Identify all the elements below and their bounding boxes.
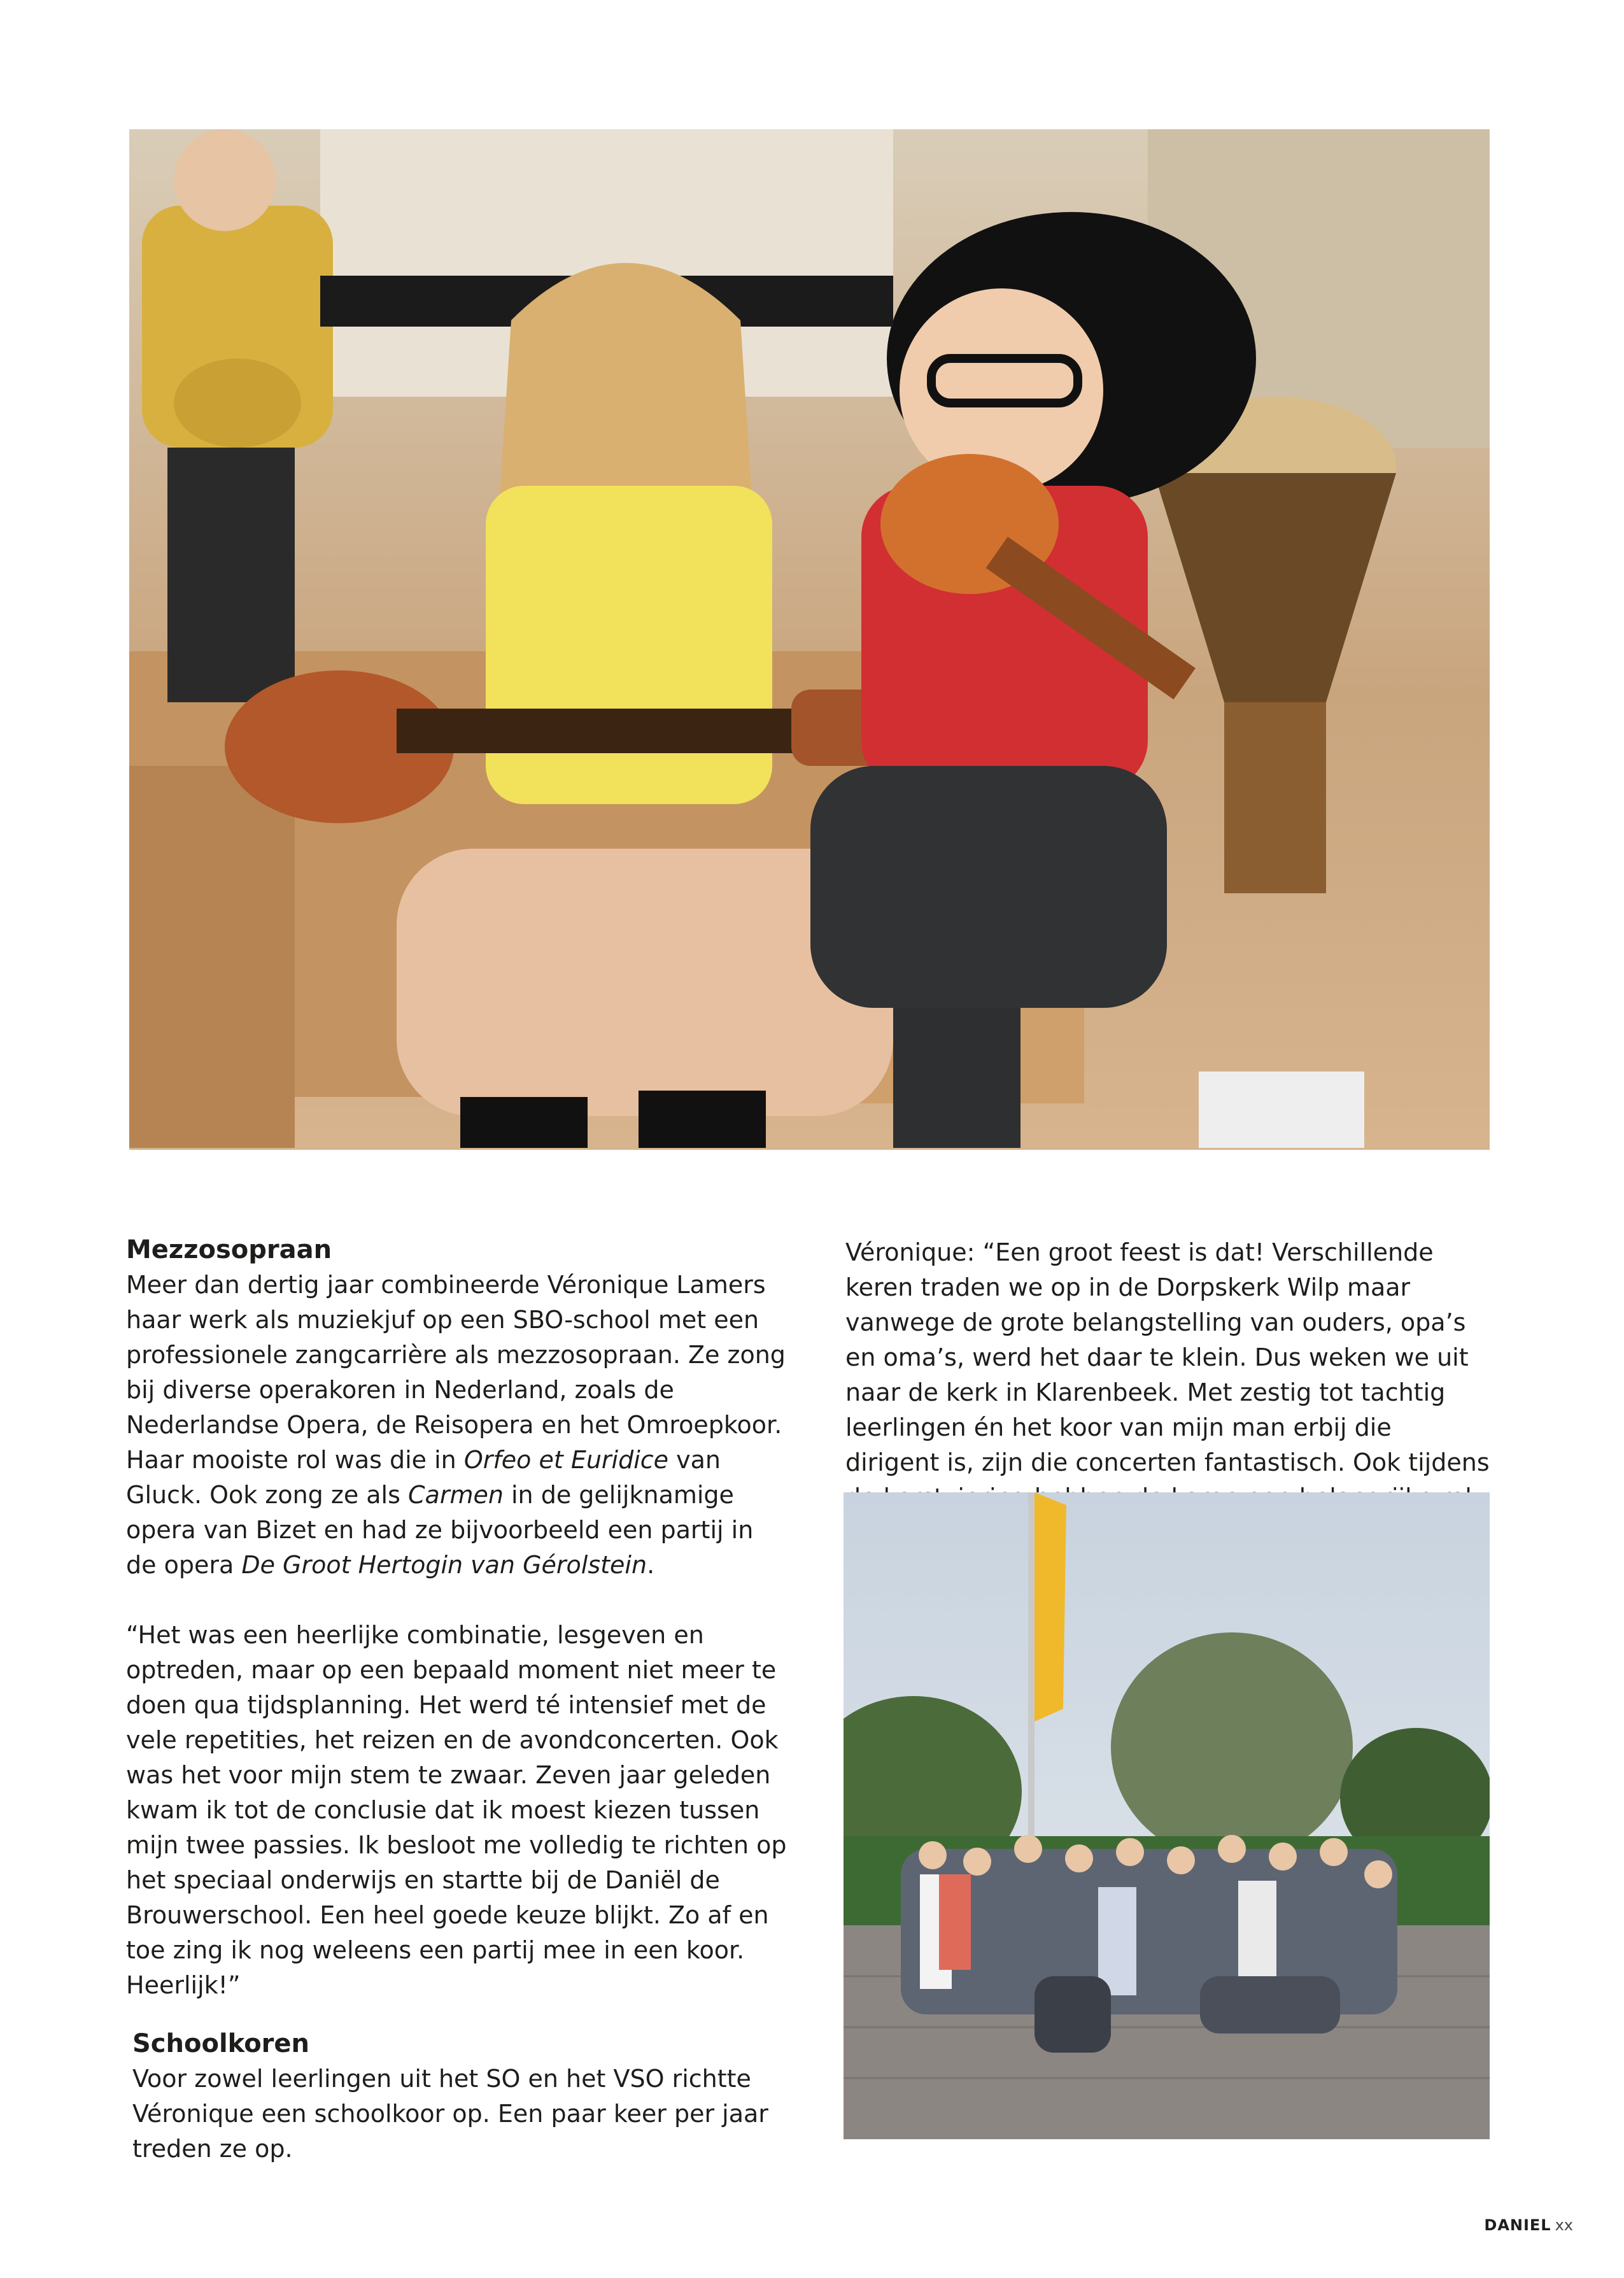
section-schoolkoren: [132, 2026, 788, 2167]
article-right-column: [845, 1235, 1492, 1515]
photo-choir-illustration: [844, 1492, 1490, 2139]
career-text-c: in de gelijknamige opera van Bizet en had ze bijvoorbeeld een partij in de opera: [126, 1481, 754, 1579]
heading-schoolkoren: Schoolkoren: [132, 2029, 310, 2058]
heading-mezzosopraan: Mezzosopraan: [126, 1235, 332, 1264]
opera-title-carmen: Carmen: [408, 1481, 504, 1509]
photo-children-with-ukuleles: [129, 129, 1490, 1150]
paragraph-career: [126, 1268, 788, 1583]
photo-school-choir-outdoors: [844, 1492, 1490, 2139]
career-text-d: .: [647, 1551, 655, 1579]
career-text-a: Meer dan dertig jaar combineerde Véronique Lamers haar werk als muziekjuf op een SBO-school met een professionele zangcarrière als mezzosopraan. Ze zong bij diverse operakoren in Nederland, zoals de Nederlandse Opera, de Reisopera en het Omroepkoor. Haar mooiste rol was die in: [126, 1271, 786, 1474]
opera-title-orfeo: Orfeo et Euridice: [463, 1446, 669, 1474]
magazine-brand: DANIEL: [1484, 2216, 1551, 2234]
paragraph-quote: “Het was een heerlijke combinatie, lesgeven en optreden, maar op een bepaald moment niet meer te doen qua tijdsplanning. Het werd té intensief met de vele repetities, het reizen en de avondconcerten. Ook was het voor mijn stem te zwaar. Zeven jaar geleden kwam ik tot de conclusie dat ik moest kiezen tussen mijn twee passies. Ik besloot me volledig te richten op het speciaal onderwijs en startte bij de Daniël de Brouwerschool. Een heel goede keuze blijkt. Zo af en toe zing ik nog weleens een partij mee in een koor. Heerlijk!”: [126, 1621, 787, 1999]
paragraph-schoolkoren: Voor zowel leerlingen uit het SO en het VSO richtte Véronique een schoolkoor op. Een paar keer per jaar treden ze op.: [132, 2065, 768, 2163]
page-footer: [1484, 2216, 1573, 2235]
opera-title-hertogin: De Groot Hertogin van Gérolstein: [241, 1551, 647, 1579]
career-text-b: van Gluck. Ook zong ze als: [126, 1446, 721, 1509]
article-left-column: [126, 1232, 788, 2167]
page-number: xx: [1555, 2216, 1573, 2234]
paragraph-concerts: Véronique: “Een groot feest is dat! Verschillende keren traden we op in de Dorpskerk Wilp maar vanwege de grote belangstelling van ouders, opa’s en oma’s, werd het daar te klein. Dus weken we uit naar de kerk in Klarenbeek. Met zestig tot tachtig leerlingen én het koor van mijn man erbij die dirigent is, zijn die concerten fantastisch. Ook tijdens: [845, 1238, 1490, 1476]
photo-children-illustration: [129, 129, 1490, 1150]
